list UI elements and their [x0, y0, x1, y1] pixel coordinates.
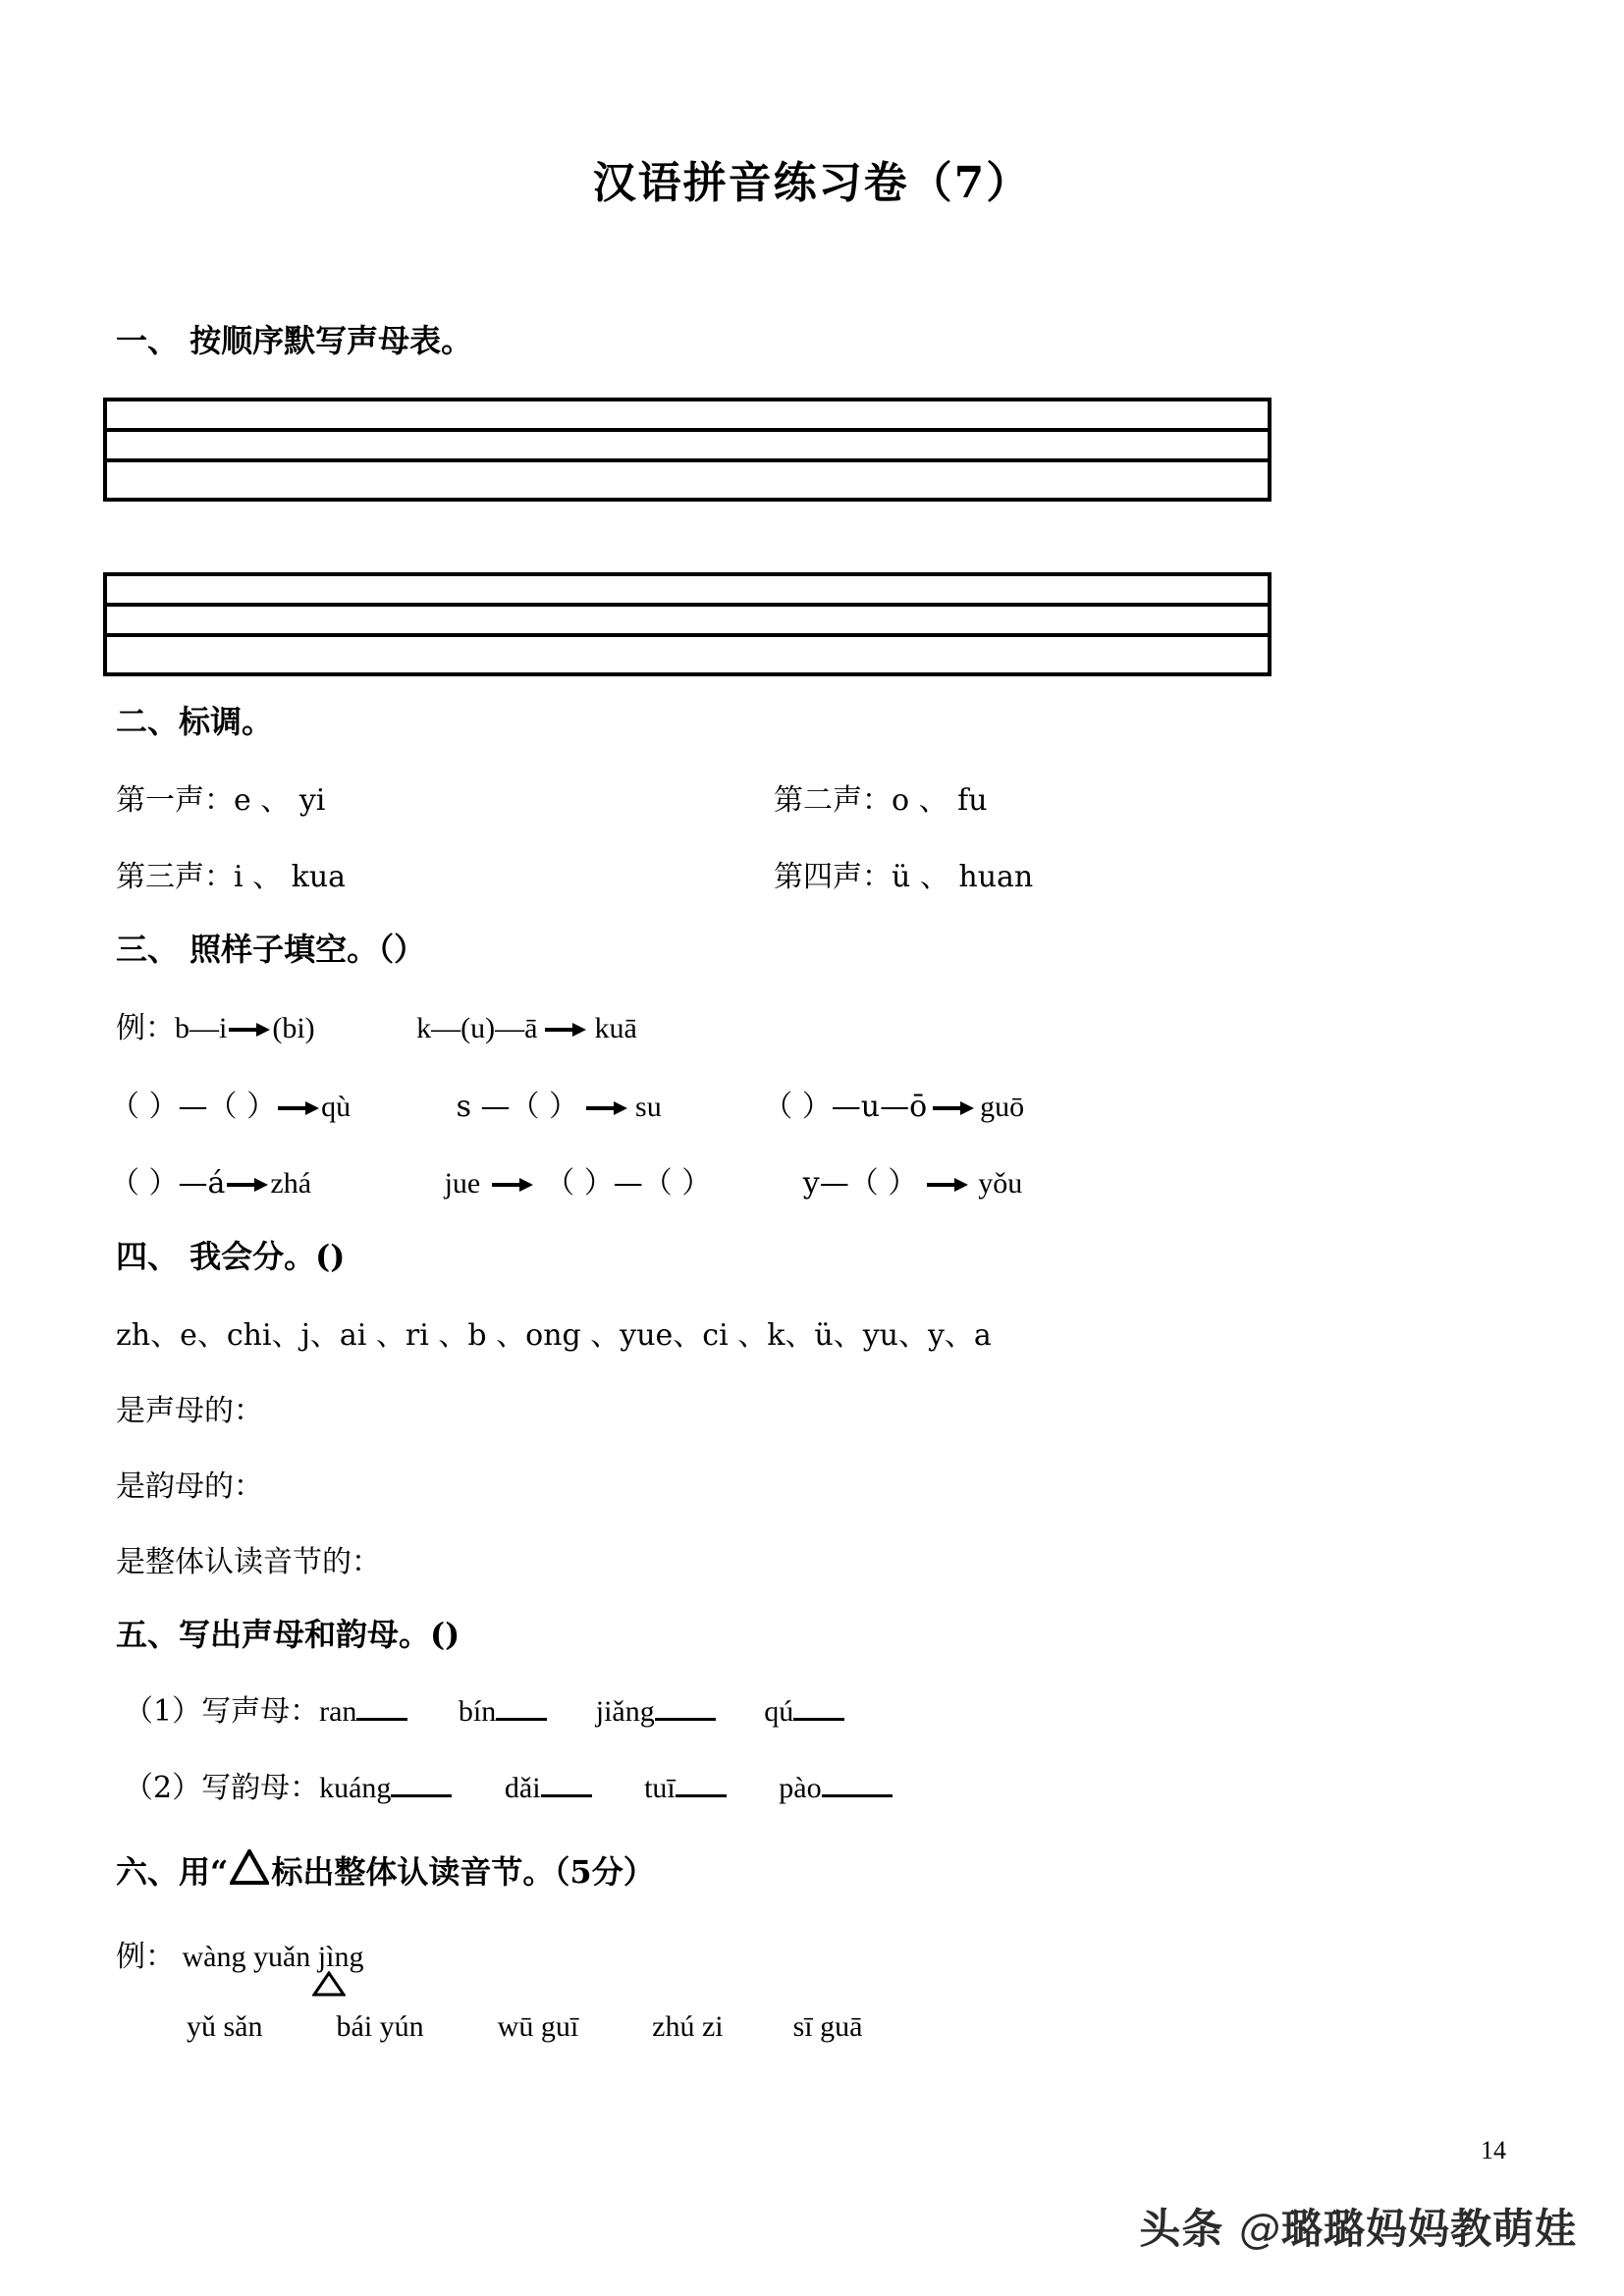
spell-2a-post: zhá — [270, 1167, 312, 1200]
word-5[interactable]: sī guā — [792, 2010, 863, 2043]
example-part-4: kuā — [594, 1012, 637, 1044]
q1-blank-1[interactable] — [356, 1718, 407, 1721]
q2-blank-2[interactable] — [541, 1794, 592, 1797]
section-one-heading: 一、 按顺序默写声母表。 — [116, 322, 473, 359]
word-4[interactable]: zhú zi — [652, 2010, 724, 2043]
q2-word-4: pào — [779, 1772, 822, 1804]
triangle-mark-icon — [312, 1971, 346, 2002]
pinyin-grid-band — [107, 637, 1268, 667]
pinyin-grid-band — [107, 576, 1268, 607]
q2-label: （2）写韵母： — [124, 1771, 320, 1805]
arrow-right-icon — [227, 1169, 268, 1202]
tone-row-2-right: 第四声：ü 、 huan — [774, 860, 1034, 894]
pinyin-grid-band — [107, 401, 1268, 432]
section-six-heading-pre: 六、用“ — [116, 1853, 229, 1891]
pinyin-grid-band — [107, 607, 1268, 637]
page-number: 14 — [1481, 2136, 1506, 2164]
section-three-row-2[interactable] — [110, 1158, 1337, 1202]
arrow-right-icon — [927, 1169, 968, 1202]
watermark-brand: 头条 — [1139, 2205, 1224, 2253]
spell-2b-post: （ ）—（ ） — [545, 1166, 712, 1201]
spell-1b-post: su — [635, 1091, 662, 1123]
section-three-row-1[interactable] — [110, 1082, 1337, 1126]
pinyin-grid-1[interactable] — [103, 398, 1272, 502]
arrow-right-icon — [229, 1014, 270, 1047]
word-1[interactable]: yǔ sǎn — [187, 2010, 263, 2043]
section-four-heading: 四、 我会分。() — [116, 1238, 346, 1275]
section-three-heading: 三、 照样子填空。（） — [116, 931, 426, 968]
section-five-heading: 五、写出声母和韵母。() — [116, 1616, 460, 1653]
q2-word-1: kuáng — [319, 1772, 392, 1804]
q1-blank-3[interactable] — [655, 1718, 716, 1721]
pinyin-grid-band — [107, 462, 1268, 493]
spell-1a-post: qù — [321, 1091, 352, 1123]
section-five-q1-row[interactable] — [124, 1686, 844, 1730]
section-six-example — [116, 1932, 363, 1975]
q2-blank-1[interactable] — [391, 1794, 452, 1797]
category-yunmu-label[interactable]: 是韵母的： — [116, 1469, 263, 1504]
arrow-right-icon — [933, 1093, 974, 1126]
pinyin-grid-2[interactable] — [103, 572, 1272, 676]
arrow-right-icon — [586, 1093, 627, 1126]
q2-word-3: tuī — [644, 1772, 676, 1804]
spell-1c-post: guō — [980, 1091, 1025, 1123]
section-six-example-label: 例： — [116, 1940, 175, 1974]
q1-word-4: qú — [764, 1695, 794, 1728]
q2-blank-4[interactable] — [822, 1794, 893, 1797]
arrow-right-icon — [545, 1014, 586, 1047]
pinyin-grid-band — [107, 432, 1268, 462]
spell-2b-pre: jue — [444, 1167, 481, 1200]
arrow-right-icon — [492, 1169, 533, 1202]
section-five-q2-row[interactable] — [124, 1763, 893, 1806]
watermark-username: 璐璐妈妈教萌娃 — [1280, 2205, 1577, 2253]
section-four-letters: zh、e、chi、j、ai 、ri 、b 、ong 、yue、ci 、k、ü、yu、y、a — [116, 1318, 992, 1353]
q1-blank-4[interactable] — [793, 1718, 844, 1721]
watermark-at-symbol: @ — [1238, 2205, 1281, 2253]
tone-row-2-left: 第三声：i 、 kua — [116, 860, 347, 894]
spell-1c-pre: （ ）—u—ō — [763, 1090, 928, 1124]
word-3[interactable]: wū guī — [497, 2010, 579, 2043]
tone-row-1-right: 第二声：o 、 fu — [774, 783, 988, 818]
q2-word-2: dǎi — [504, 1772, 541, 1804]
triangle-icon — [230, 1849, 269, 1893]
page-title: 汉语拼音练习卷（7） — [592, 158, 1032, 208]
example-label: 例： — [116, 1011, 175, 1045]
q1-blank-2[interactable] — [496, 1718, 547, 1721]
q2-blank-3[interactable] — [676, 1794, 727, 1797]
q1-label: （1）写声母： — [124, 1694, 320, 1729]
section-six-example-word: wàng yuǎn jìng — [182, 1941, 364, 1973]
spell-1a-pre: （ ）—（ ） — [110, 1090, 277, 1124]
q1-word-2: bín — [458, 1695, 497, 1728]
word-2[interactable]: bái yún — [336, 2010, 424, 2043]
example-part-3: k—(u)—ā — [416, 1012, 538, 1044]
spell-2c-post: yǒu — [978, 1167, 1023, 1200]
tone-row-1-left: 第一声：e 、 yi — [116, 783, 326, 818]
spell-2a-pre: （ ）—á — [110, 1166, 226, 1201]
q1-word-3: jiǎng — [595, 1695, 655, 1728]
category-shengmu-label[interactable]: 是声母的： — [116, 1394, 263, 1428]
spell-1b-pre: s —（ ） — [456, 1090, 579, 1124]
section-six-heading — [116, 1847, 655, 1893]
example-part-1: b—i — [175, 1012, 228, 1044]
section-six-word-row[interactable] — [187, 2010, 862, 2044]
section-six-heading-post: 标出整体认读音节。（5分） — [271, 1853, 655, 1891]
q1-word-1: ran — [319, 1695, 357, 1728]
category-zhengti-label[interactable]: 是整体认读音节的： — [116, 1545, 381, 1579]
section-two-heading: 二、标调。 — [116, 703, 274, 740]
spell-2c-pre: y—（ ） — [802, 1166, 918, 1201]
arrow-right-icon — [278, 1093, 319, 1126]
watermark — [1139, 2197, 1577, 2256]
example-part-2: (bi) — [272, 1012, 315, 1044]
section-three-example-row — [116, 1003, 1343, 1047]
